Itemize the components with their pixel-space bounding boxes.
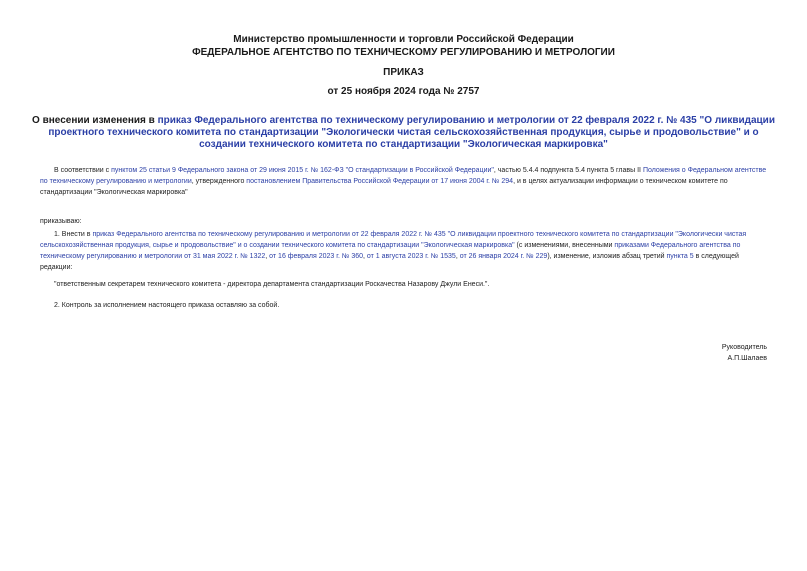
preamble-text-4: , и в целях актуализации информации о техническом комитете по стандартизации "Экологическая маркировка": [40, 178, 728, 196]
order-360-link[interactable]: от 16 февраля 2023 г. № 360: [269, 253, 363, 260]
item-1-text-3: ,: [265, 253, 270, 260]
order-1535-link[interactable]: от 1 августа 2023 г. № 1535: [366, 253, 456, 260]
law-162-fz-link[interactable]: пунктом 25 статьи 9 Федерального закона от 29 июня 2015 г. № 162-ФЗ "О стандартизации в Российской Федерации": [111, 167, 494, 174]
signatory-position: Руководитель: [721, 344, 767, 351]
government-decree-294-link[interactable]: постановлением Правительства Российской Федерации от 17 июня 2004 г. № 294: [246, 178, 514, 185]
preamble-text-3: , утвержденного: [191, 178, 247, 185]
point-5-link[interactable]: пункта 5: [666, 253, 694, 260]
document-date-number: от 25 ноября 2024 года № 2757: [327, 86, 480, 97]
subject-prefix: О внесении изменения в: [32, 115, 158, 126]
item-1-text-2: (с изменениями, внесенными: [514, 242, 615, 249]
preamble-text-2: , частью 5.4.4 подпункта 5.4 пункта 5 главы II: [493, 167, 643, 174]
item-1-text-1: 1. Внести в: [54, 231, 93, 238]
item-1-text-7: в следующей редакции:: [40, 253, 739, 271]
signatory-name: А.П.Шалаев: [727, 355, 767, 362]
order-435-link[interactable]: приказ Федерального агентства по техническому регулированию и метрологии от 22 февраля 2022 г. № 435 "О ликвидации проектного технического комитета по стандартизации "Экологически чистая сельскохозяйственная продукция, сырье и продовольствие" и о создании технического комитета по стандартизации "Экологическая маркировка": [40, 231, 747, 249]
preamble-paragraph: [40, 165, 767, 198]
item-1-text-4: ,: [363, 253, 367, 260]
document-type: ПРИКАЗ: [383, 67, 424, 78]
ministry-name: Министерство промышленности и торговли Российской Федерации: [233, 34, 574, 45]
order-word: приказываю:: [40, 218, 82, 225]
item-1-text-5: ,: [455, 253, 460, 260]
preamble-text-1: В соответствии с: [54, 167, 112, 174]
agency-name: ФЕДЕРАЛЬНОЕ АГЕНТСТВО ПО ТЕХНИЧЕСКОМУ РЕГУЛИРОВАНИЮ И МЕТРОЛОГИИ: [192, 47, 615, 58]
item-1-text-6: ), изменение, изложив абзац третий: [547, 253, 667, 260]
item-2-paragraph: 2. Контроль за исполнением настоящего приказа оставляю за собой.: [54, 302, 280, 309]
order-229-link[interactable]: от 26 января 2024 г. № 229: [459, 253, 548, 260]
item-1-paragraph: [40, 229, 767, 273]
order-1322-link[interactable]: приказами Федерального агентства по техническому регулированию и метрологии от 31 мая 2022 г. № 1322: [40, 242, 741, 260]
agency-regulation-link[interactable]: Положения о Федеральном агентстве по техническому регулированию и метрологии: [40, 167, 767, 185]
amendment-quote: "ответственным секретарем технического комитета - директора департамента стандартизации Роскачества Назарову Джули Енеси.".: [54, 281, 490, 288]
document-subject: [30, 115, 777, 151]
subject-order-link[interactable]: приказ Федерального агентства по техническому регулированию и метрологии от 22 февраля 2022 г. № 435 "О ликвидации проектного технического комитета по стандартизации "Экологически чистая сельскохозяйственная продукция, сырье и продовольствие" и о создании технического комитета по стандартизации "Экологическая маркировка": [48, 115, 775, 150]
